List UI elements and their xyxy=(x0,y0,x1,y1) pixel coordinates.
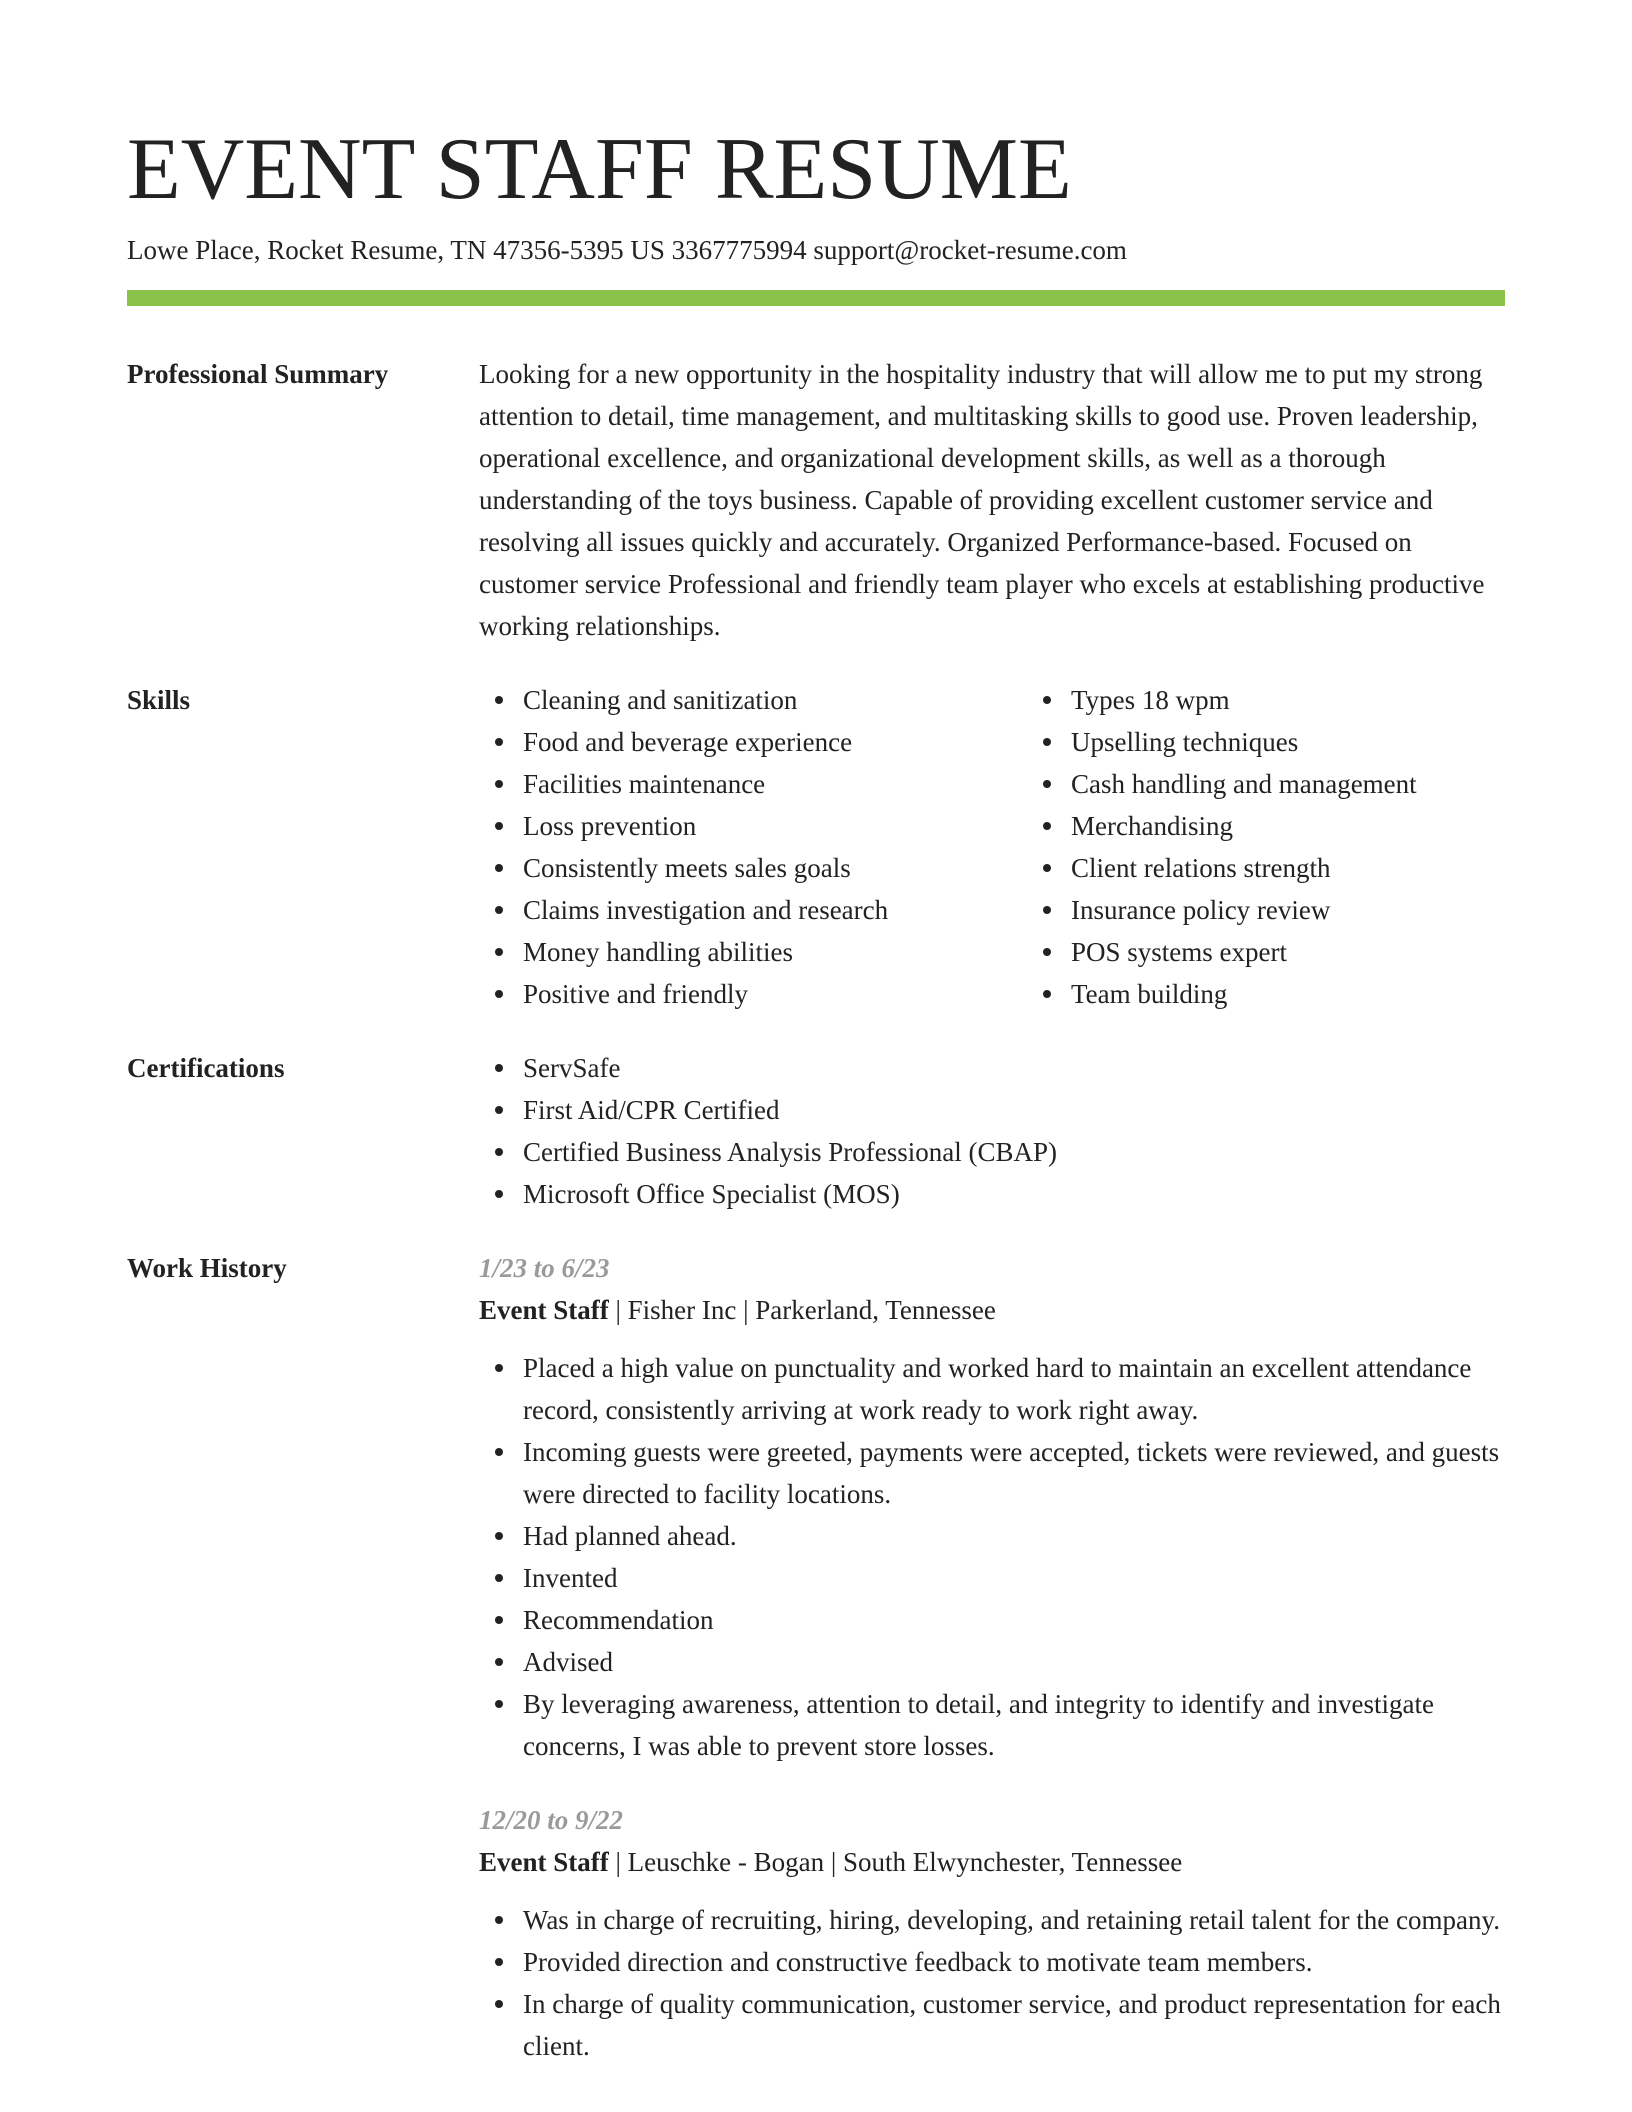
skills-list-right xyxy=(1027,679,1505,1015)
list-item: Recommendation xyxy=(523,1599,1505,1641)
resume-title: EVENT STAFF RESUME xyxy=(127,121,1072,218)
list-item: In charge of quality communication, customer service, and product representation for each client. xyxy=(523,1983,1505,2067)
list-item: Types 18 wpm xyxy=(1071,679,1505,721)
summary-text: Looking for a new opportunity in the hospitality industry that will allow me to put my strong attention to detail, time management, and multitasking skills to good use. Proven leadership, operational excellence, and organizational development skills, as well as a thorough understanding of the toys business. Capable of providing excellent customer service and resolving all issues quickly and accurately. Organized Performance-based. Focused on customer service Professional and friendly team player who excels at establishing productive working relationships. xyxy=(479,359,1485,641)
work-history-section xyxy=(127,1247,1505,2067)
list-item: Invented xyxy=(523,1557,1505,1599)
list-item: Upselling techniques xyxy=(1071,721,1505,763)
list-item: Microsoft Office Specialist (MOS) xyxy=(523,1173,1505,1215)
list-item: By leveraging awareness, attention to detail, and integrity to identify and investigate concerns, I was able to prevent store losses. xyxy=(523,1683,1505,1767)
list-item: Money handling abilities xyxy=(523,931,1027,973)
list-item: Incoming guests were greeted, payments were accepted, tickets were reviewed, and guests were directed to facility locations. xyxy=(523,1431,1505,1515)
list-item: Team building xyxy=(1071,973,1505,1015)
contact-line: Lowe Place, Rocket Resume, TN 47356-5395 US 3367775994 support@rocket-resume.com xyxy=(127,235,1127,265)
list-item: Placed a high value on punctuality and worked hard to maintain an excellent attendance record, consistently arriving at work ready to work right away. xyxy=(523,1347,1505,1431)
job-bullets xyxy=(479,1347,1505,1767)
job-dates: 12/20 to 9/22 xyxy=(479,1805,624,1835)
list-item: POS systems expert xyxy=(1071,931,1505,973)
list-item: Was in charge of recruiting, hiring, developing, and retaining retail talent for the company. xyxy=(523,1899,1505,1941)
list-item: Cleaning and sanitization xyxy=(523,679,1027,721)
list-item: Claims investigation and research xyxy=(523,889,1027,931)
summary-section xyxy=(127,353,1505,647)
list-item: ServSafe xyxy=(523,1047,1505,1089)
list-item: Client relations strength xyxy=(1071,847,1505,889)
section-label-summary: Professional Summary xyxy=(127,359,389,389)
section-label-skills: Skills xyxy=(127,685,191,715)
list-item: Loss prevention xyxy=(523,805,1027,847)
job-role: Event Staff xyxy=(479,1847,609,1877)
list-item: First Aid/CPR Certified xyxy=(523,1089,1505,1131)
skills-list-left xyxy=(479,679,1027,1015)
list-item: Facilities maintenance xyxy=(523,763,1027,805)
list-item: Advised xyxy=(523,1641,1505,1683)
list-item: Provided direction and constructive feedback to motivate team members. xyxy=(523,1941,1505,1983)
skills-section xyxy=(127,679,1505,1015)
list-item: Insurance policy review xyxy=(1071,889,1505,931)
job-bullets xyxy=(479,1899,1505,2067)
section-label-work-history: Work History xyxy=(127,1253,287,1283)
job-title-line xyxy=(479,1841,1505,1883)
job-entry xyxy=(479,1799,1505,2067)
list-item: Certified Business Analysis Professional (CBAP) xyxy=(523,1131,1505,1173)
certifications-list xyxy=(479,1047,1505,1215)
list-item: Cash handling and management xyxy=(1071,763,1505,805)
job-details: | Leuschke - Bogan | South Elwynchester, Tennessee xyxy=(608,1847,1183,1877)
list-item: Merchandising xyxy=(1071,805,1505,847)
accent-divider xyxy=(127,290,1505,306)
job-entry xyxy=(479,1247,1505,1767)
section-label-certifications: Certifications xyxy=(127,1053,285,1083)
list-item: Food and beverage experience xyxy=(523,721,1027,763)
certifications-section xyxy=(127,1047,1505,1215)
job-role: Event Staff xyxy=(479,1295,609,1325)
job-title-line xyxy=(479,1289,1505,1331)
list-item: Positive and friendly xyxy=(523,973,1027,1015)
job-details: | Fisher Inc | Parkerland, Tennessee xyxy=(608,1295,996,1325)
list-item: Consistently meets sales goals xyxy=(523,847,1027,889)
list-item: Had planned ahead. xyxy=(523,1515,1505,1557)
job-dates: 1/23 to 6/23 xyxy=(479,1253,610,1283)
